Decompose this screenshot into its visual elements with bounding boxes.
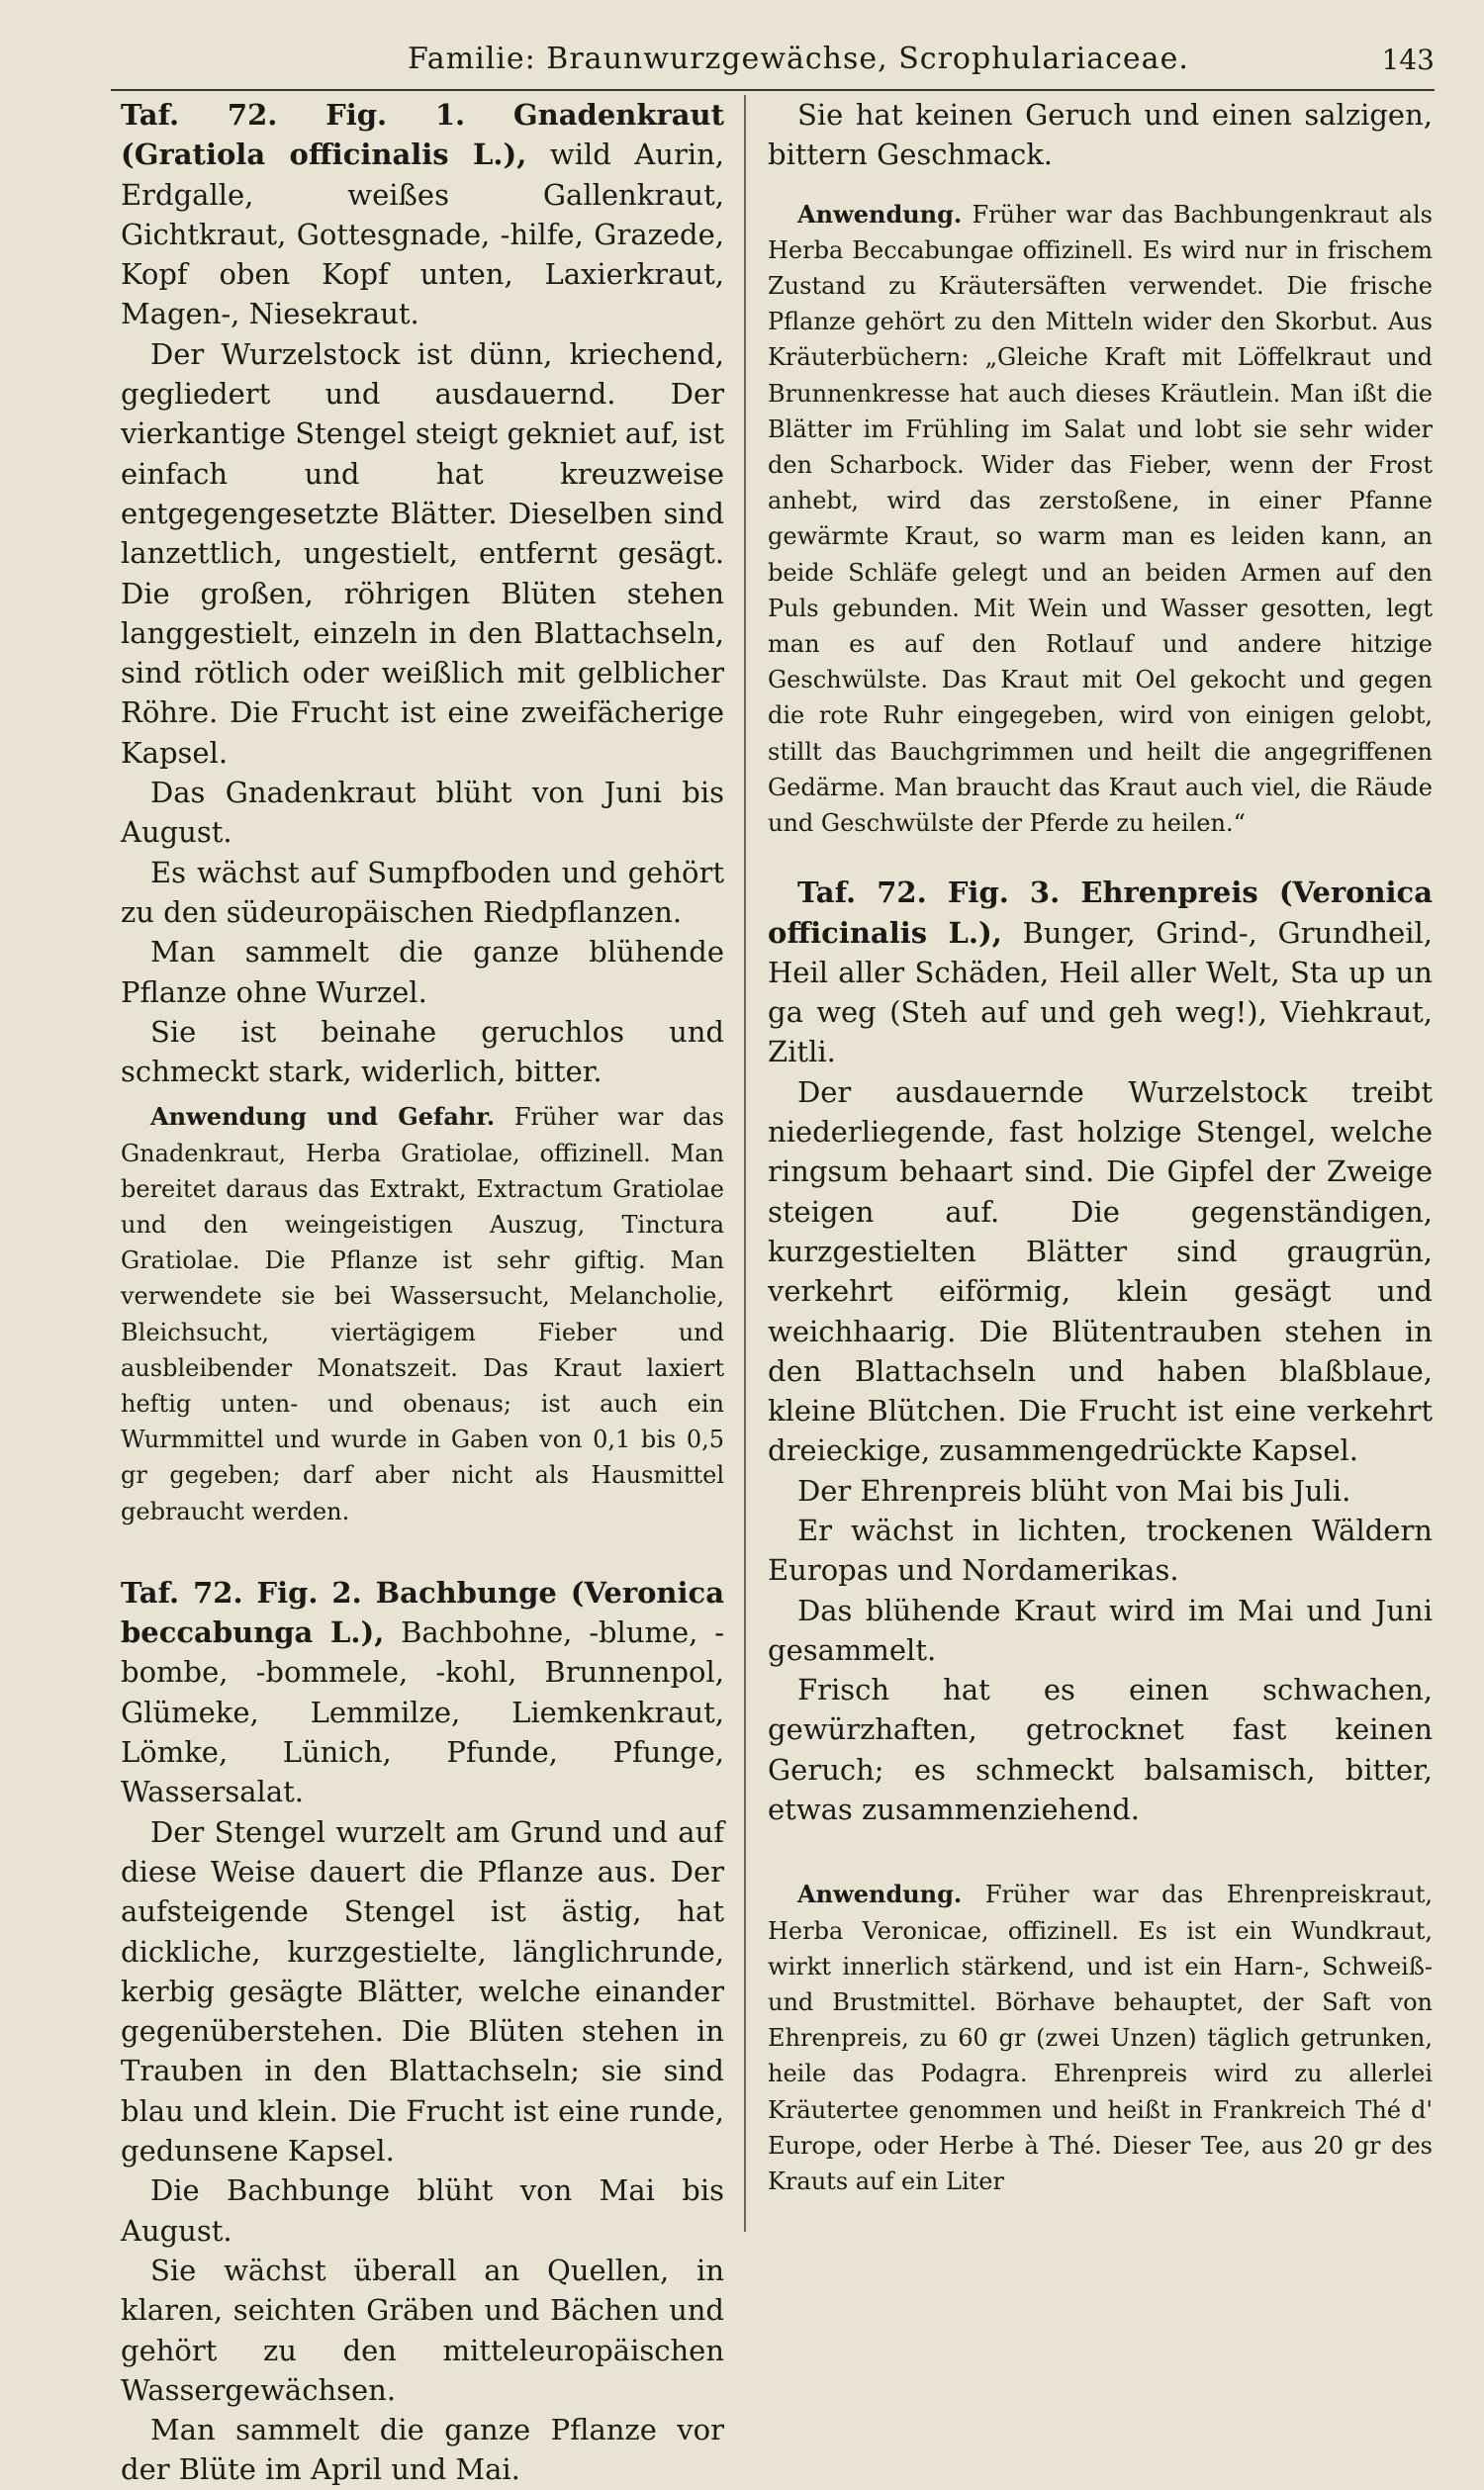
- entry-bachbunge-intro: [121, 1573, 724, 1812]
- vernacular-names: wild Aurin, Erdgalle, weißes Gallenkraut, Gichtkraut, Gottesgnade, -hilfe, Grazede, Kopf oben Kopf unten, Laxierkraut, Magen-, Niesekraut.: [121, 138, 725, 331]
- vernacular-names: Bachbohne, -blume, -bombe, -bommele, -kohl, Brunnenpol, Glümeke, Lemmilze, Liemkenkraut, Lömke, Lünich, Pfunde, Pfunge, Wassersalat.: [121, 1615, 724, 1809]
- habitat-paragraph: Es wächst auf Sumpfboden und gehört zu den südeuropäischen Riedpflanzen.: [121, 855, 724, 929]
- flowering-paragraph: Der Ehrenpreis blüht von Mai bis Juli.: [797, 1473, 1351, 1508]
- entry-ehrenpreis-intro: [768, 873, 1433, 1071]
- harvest-paragraph: Das blühende Kraut wird im Mai und Juni gesammelt.: [768, 1593, 1433, 1667]
- usage-heading: Anwendung.: [797, 1880, 963, 1909]
- left-column: [121, 95, 724, 2490]
- usage-heading: Anwendung.: [797, 199, 963, 229]
- habitat-paragraph: Er wächst in lichten, trockenen Wäldern Europas und Nordamerikas.: [768, 1514, 1433, 1588]
- entry-gnadenkraut-intro: [121, 95, 724, 334]
- entry-heading: Taf. 72. Fig. 2. Bachbunge (Veronica beccabunga L.),: [121, 1575, 724, 1650]
- habitat-paragraph: Sie wächst überall an Quellen, in klaren, seichten Gräben und Bächen und gehört zu den mitteleuropäischen Wassergewächsen.: [121, 2253, 724, 2407]
- harvest-paragraph: Man sammelt die ganze blühende Pflanze ohne Wurzel.: [121, 935, 724, 1009]
- running-title: Familie: Braunwurzgewächse, Scrophulariaceae.: [408, 42, 1189, 76]
- column-divider: [744, 95, 746, 2232]
- description-paragraph: Der Wurzelstock ist dünn, kriechend, gegliedert und ausdauernd. Der vierkantige Stengel steigt gekniet auf, ist einfach und hat kreuzweise entgegengesetzte Blätter. Dieselben sind lanzettlich, ungestielt, entfernt gesägt. Die großen, röhrigen Blüten stehen langgestielt, einzeln in den Blattachseln, sind rötlich oder weißlich mit gelblicher Röhre. Die Frucht ist eine zweifächerige Kapsel.: [121, 336, 724, 770]
- page-number: 143: [1381, 44, 1435, 76]
- harvest-paragraph: Man sammelt die ganze Pflanze vor der Blüte im April und Mai.: [121, 2413, 724, 2487]
- description-paragraph: Der ausdauernde Wurzelstock treibt niederliegende, fast holzige Stengel, welche ringsum behaart sind. Die Gipfel der Zweige steigen auf. Die gegenständigen, kurzgestielten Blätter sind graugrün, verkehrt eiförmig, klein gesägt und weichhaarig. Die Blütentrauben stehen in den Blattachseln und haben blaßblaue, kleine Blütchen. Die Frucht ist eine verkehrt dreieckige, zusammengedrückte Kapsel.: [768, 1074, 1433, 1468]
- page-header: [111, 30, 1435, 91]
- smell-taste-paragraph: Sie hat keinen Geruch und einen salzigen, bittern Geschmack.: [768, 98, 1433, 172]
- usage-paragraph: Anwendung. Früher war das Bachbungenkraut als Herba Beccabungae offizinell. Es wird nur in frischem Zustand zu Kräutersäften verwendet. Die frische Pflanze gehört zu den Mitteln wider den Skorbut. Aus Kräuterbüchern: „Gleiche Kraft mit Löffelkraut und Brunnenkresse hat auch dieses Kräutlein. Man ißt die Blätter im Frühling im Salat und lobt sie sehr wider den Scharbock. Wider das Fieber, wenn der Frost anhebt, wird das zerstoßene, in einer Pfanne gewärmte Kraut, so warm man es leiden kann, an beide Schläfe gelegt und an beiden Armen auf den Puls gebunden. Mit Wein und Wasser gesotten, legt man es auf den Rotlauf und andere hitzige Geschwülste. Das Kraut mit Oel gekocht und gegen die rote Ruhr eingegeben, wird von einigen gelobt, stillt das Bauchgrimmen und heilt die angegriffenen Gedärme. Man braucht das Kraut auch viel, die Räude und Geschwülste der Pferde zu heilen.“: [768, 199, 1433, 838]
- usage-heading: Anwendung und Gefahr.: [150, 1102, 496, 1132]
- smell-taste-paragraph: Sie ist beinahe geruchlos und schmeckt stark, widerlich, bitter.: [121, 1014, 724, 1089]
- entry-heading: Taf. 72. Fig. 3. Ehrenpreis (Veronica officinalis L.),: [768, 876, 1433, 950]
- smell-taste-paragraph: Frisch hat es einen schwachen, gewürzhaften, getrocknet fast keinen Geruch; es schmeckt balsamisch, bitter, etwas zusammenziehend.: [768, 1673, 1433, 1827]
- usage-paragraph: Anwendung und Gefahr. Früher war das Gnadenkraut, Herba Gratiolae, offizinell. Man bereitet daraus das Extrakt, Extractum Gratiolae und den weingeistigen Auszug, Tinctura Gratiolae. Die Pflanze ist sehr giftig. Man verwendete sie bei Wassersucht, Melancholie, Bleichsucht, viertägigem Fieber und ausbleibender Monatszeit. Das Kraut laxiert heftig unten- und obenaus; ist auch ein Wurmmittel und wurde in Gaben von 0,1 bis 0,5 gr gegeben; darf aber nicht als Hausmittel gebraucht werden.: [121, 1102, 724, 1525]
- flowering-paragraph: Die Bachbunge blüht von Mai bis August.: [121, 2173, 724, 2248]
- description-paragraph: Der Stengel wurzelt am Grund und auf diese Weise dauert die Pflanze aus. Der aufsteigende Stengel ist ästig, hat dickliche, kurzgestielte, länglichrunde, kerbig gesägte Blätter, welche einander gegenüberstehen. Die Blüten stehen in Trauben in den Blattachseln; sie sind blau und klein. Die Frucht ist eine runde, gedunsene Kapsel.: [121, 1814, 724, 2168]
- usage-paragraph: Anwendung. Früher war das Ehrenpreiskraut, Herba Veronicae, offizinell. Es ist ein Wundkraut, wirkt innerlich stärkend, und ist ein Harn-, Schweiß- und Brustmittel. Börhave behauptet, der Saft von Ehrenpreis, zu 60 gr (zwei Unzen) täglich getrunken, heile das Podagra. Ehrenpreis wird zu allerlei Kräutertee genommen und heißt in Frankreich Thé d' Europe, oder Herbe à Thé. Dieser Tee, aus 20 gr des Krauts auf ein Liter: [768, 1880, 1433, 2195]
- right-column: [768, 95, 1433, 2199]
- flowering-paragraph: Das Gnadenkraut blüht von Juni bis August.: [121, 776, 724, 850]
- vernacular-names: Bunger, Grind-, Grundheil, Heil aller Schäden, Heil aller Welt, Sta up un ga weg (Steh auf und geh weg!), Viehkraut, Zitli.: [768, 915, 1434, 1069]
- entry-heading: Taf. 72. Fig. 1. Gnadenkraut (Gratiola officinalis L.),: [121, 98, 724, 172]
